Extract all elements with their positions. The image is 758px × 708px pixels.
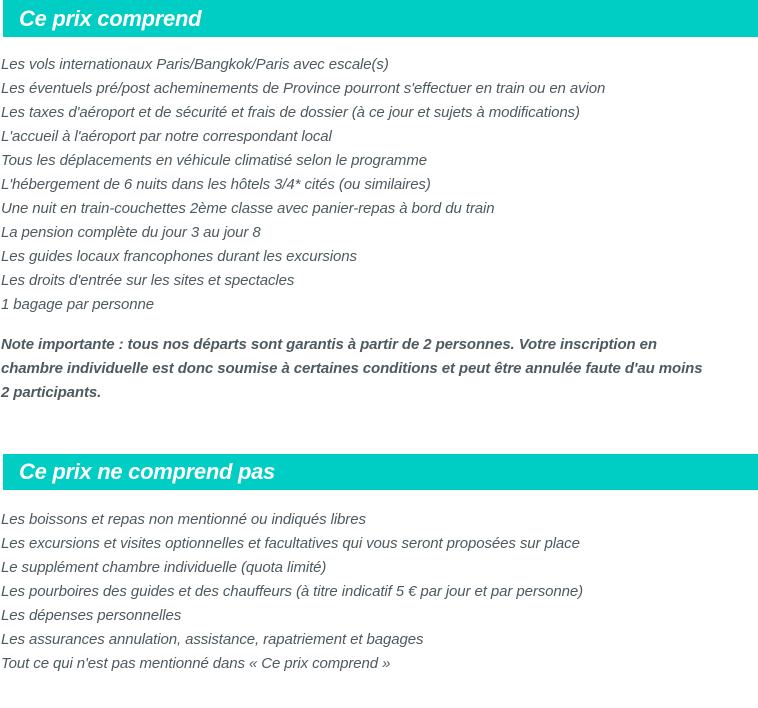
list-item: Les boissons et repas non mentionné ou indiqués libres	[1, 511, 366, 528]
list-item: Les excursions et visites optionnelles et facultatives qui vous seront proposées sur place	[1, 535, 580, 552]
list-item: L'accueil à l'aéroport par notre correspondant local	[1, 128, 332, 145]
list-item: 1 bagage par personne	[1, 296, 155, 313]
list-item: Tous les déplacements en véhicule climatisé selon le programme	[1, 152, 427, 169]
section-title: Ce prix comprend	[19, 5, 202, 31]
list-item: La pension complète du jour 3 au jour 8	[1, 224, 261, 241]
list-item: Les pourboires des guides et des chauffeurs (à titre indicatif 5 € par jour et par personne)	[1, 583, 583, 600]
list-item: Les assurances annulation, assistance, rapatriement et bagages	[1, 631, 424, 648]
section-header-not-included	[3, 454, 758, 490]
list-item: Les dépenses personnelles	[1, 607, 182, 624]
list-item: Les droits d'entrée sur les sites et spectacles	[1, 272, 295, 289]
list-item: Le supplément chambre individuelle (quota limité)	[1, 559, 327, 576]
list-item: L'hébergement de 6 nuits dans les hôtels 3/4* cités (ou similaires)	[1, 176, 431, 193]
important-note: Note importante : tous nos départs sont garantis à partir de 2 personnes. Votre inscription en chambre individuelle est donc soumise à certaines conditions et peut être annulée faute d'au moins 2 participants.	[1, 336, 703, 401]
list-item: Les guides locaux francophones durant les excursions	[1, 248, 357, 265]
section-title: Ce prix ne comprend pas	[19, 459, 275, 484]
list-item: Les éventuels pré/post acheminements de Province pourront s'effectuer en train ou en avion	[1, 80, 606, 97]
included-items-list	[1, 53, 758, 317]
list-item: Tout ce qui n'est pas mentionné dans « Ce prix comprend »	[1, 655, 391, 672]
not-included-items-list	[1, 508, 758, 676]
list-item: Les taxes d'aéroport et de sécurité et frais de dossier (à ce jour et sujets à modifications)	[1, 104, 580, 121]
list-item: Une nuit en train-couchettes 2ème classe avec panier-repas à bord du train	[1, 200, 495, 217]
section-header-included	[3, 0, 758, 37]
list-item: Les vols internationaux Paris/Bangkok/Paris avec escale(s)	[1, 56, 389, 73]
